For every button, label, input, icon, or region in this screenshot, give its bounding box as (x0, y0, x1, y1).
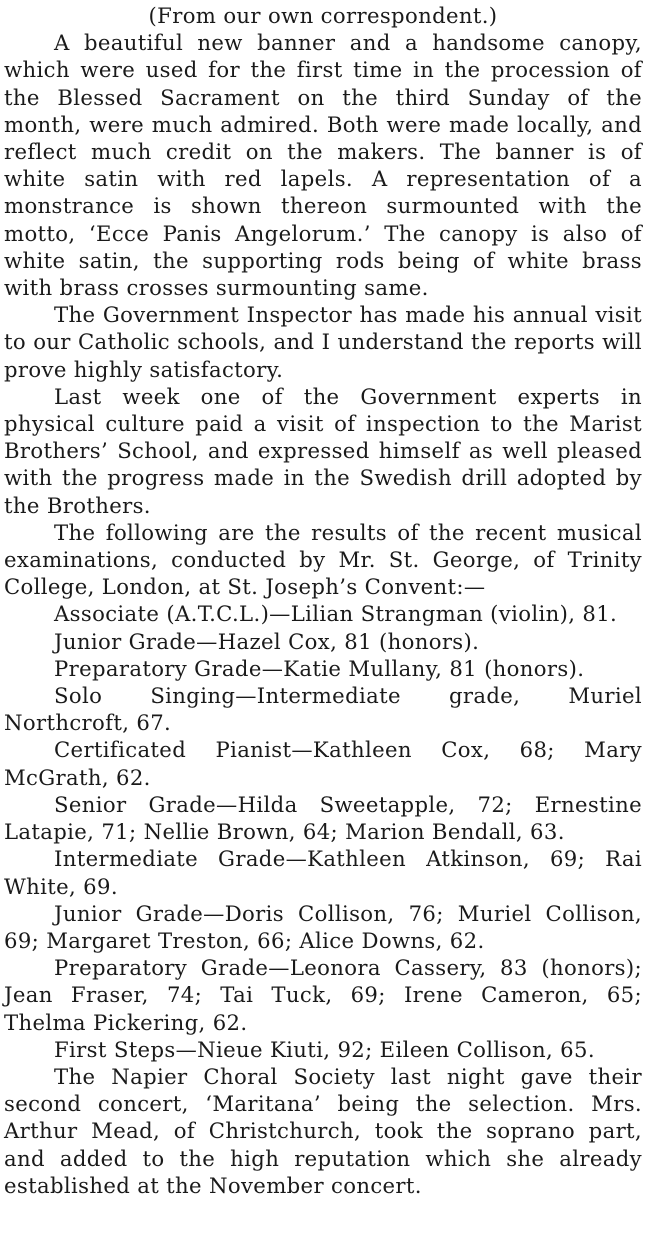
result-senior-grade: Senior Grade—Hilda Sweetapple, 72; Ernestine Latapie, 71; Nellie Brown, 64; Marion Bendall, 63. (4, 791, 642, 845)
result-preparatory-grade-1: Preparatory Grade—Katie Mullany, 81 (honors). (54, 655, 585, 681)
paragraph-musical-examinations: The following are the results of the recent musical examinations, conducted by Mr. St. George, of Trinity College, London, at St. Joseph’s Convent:— (4, 519, 642, 600)
result-intermediate-grade: Intermediate Grade—Kathleen Atkinson, 69; Rai White, 69. (4, 846, 642, 899)
result-associate: Associate (A.T.C.L.)—Lilian Strangman (violin), 81. (54, 601, 618, 627)
result-first-steps: First Steps—Nieue Kiuti, 92; Eileen Collison, 65. (54, 1036, 595, 1062)
result-solo-singing: Solo Singing—Intermediate grade, Muriel Northcroft, 67. (4, 683, 642, 736)
result-preparatory-grade-2: Preparatory Grade—Leonora Cassery, 83 (honors); Jean Fraser, 74; Tai Tuck, 69; Irene Cameron, 65; Thelma Pickering, 62. (4, 955, 642, 1035)
correspondent-heading: (From our own correspondent.) (148, 3, 498, 28)
result-junior-grade-2: Junior Grade—Doris Collison, 76; Muriel Collison, 69; Margaret Treston, 66; Alice Downs, 62. (4, 900, 642, 953)
paragraph-government-inspector: The Government Inspector has made his annual visit to our Catholic schools, and I understand the reports will prove highly satisfactory. (4, 302, 642, 382)
paragraph-banner-canopy: A beautiful new banner and a handsome canopy, which were used for the first time in the procession of the Blessed Sacrament on the third Sunday of the month, were much admired. Both were made locally, and reflect much credit on the makers. The banner is of white satin with red lapels. A representation of a monstrance is shown thereon surmounted with the motto, ‘Ecce Panis Angelorum.’ The canopy is also of white satin, the supporting rods being of white brass with brass crosses surmounting same. (4, 30, 642, 301)
paragraph-physical-culture: Last week one of the Government experts in physical culture paid a visit of inspection to the Marist Brothers’ School, and expressed himself as well pleased with the progress made in the Swedish drill adopted by the Brothers. (4, 383, 642, 518)
result-certificated-pianist: Certificated Pianist—Kathleen Cox, 68; Mary McGrath, 62. (4, 737, 642, 790)
paragraph-choral-society: The Napier Choral Society last night gave their second concert, ‘Maritana’ being the selection. Mrs. Arthur Mead, of Christchurch, took the soprano part, and added to the high reputation which she already established at the November concert. (4, 1063, 642, 1198)
result-junior-grade-1: Junior Grade—Hazel Cox, 81 (honors). (54, 628, 480, 654)
